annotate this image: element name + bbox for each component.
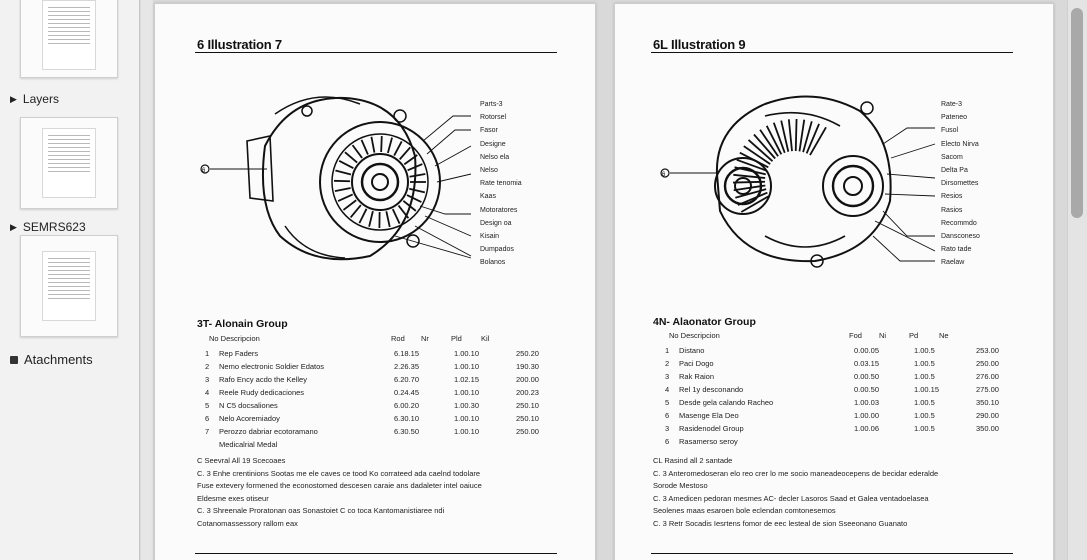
table-cell: Nelo Acoremiadoy: [219, 414, 280, 423]
note-line: C. 3 Retr Socadis Iesrtens fomor de eec lesteal de sion Sseeonano Guanato: [653, 518, 908, 528]
cooling-fin: [409, 189, 425, 193]
table-cell: 4: [205, 388, 210, 397]
note-line: Cotanomassessory rallom eax: [197, 518, 298, 528]
callout-label: Delta Pa: [941, 166, 968, 174]
callout-label: Rotorsel: [480, 114, 507, 122]
page-thumbnail-2[interactable]: [20, 117, 118, 209]
figure-title: 6 Illustration 7: [197, 37, 282, 52]
table-cell: 4: [665, 385, 670, 394]
table-cell: 3: [665, 424, 670, 433]
table-row: [665, 422, 1016, 435]
page-thumbnail-1[interactable]: [20, 0, 118, 78]
table-row: [665, 435, 1016, 448]
cooling-fin: [343, 200, 356, 210]
table-cell: 5: [205, 401, 210, 410]
table-title: 4N- Alaonator Group: [653, 316, 756, 328]
cooling-fin: [394, 141, 402, 155]
table-cell: 1: [665, 346, 670, 355]
table-cell: 1.00.5: [914, 411, 935, 420]
cooling-fin: [789, 119, 792, 151]
table-cell: 190.30: [516, 362, 539, 371]
callout-label: Raelaw: [941, 259, 965, 267]
cooling-fin: [353, 145, 363, 158]
table-cell: Rafo Ency acdo the Kelley: [219, 375, 307, 384]
table-cell: 1.00.10: [454, 349, 480, 358]
note-line: C. 3 Shreenale Proratonan oas Sonastoiet C co toca Kantomanistiaree ndi: [197, 506, 445, 516]
table-cell: 0.00.50: [854, 372, 880, 381]
cooling-fin: [351, 205, 361, 217]
callout-label: Dirsomettes: [941, 180, 979, 188]
thumbnail-preview: [42, 0, 96, 70]
expand-triangle-icon[interactable]: ▶: [10, 221, 17, 232]
table-cell: 1.00.00: [854, 411, 880, 420]
cooling-fin: [335, 171, 350, 175]
table-cell: 1.00.10: [454, 427, 480, 436]
notes-right: [653, 455, 938, 531]
table-cell: 3: [665, 372, 670, 381]
table-cell: Rak Raion: [679, 372, 715, 381]
cooling-fin: [338, 194, 353, 201]
callout-label: Bolanos: [480, 259, 506, 267]
header-description: No Descripcion: [209, 334, 260, 343]
callout-label: Designe: [480, 140, 506, 148]
table-header: [669, 331, 969, 340]
table-row: [205, 347, 556, 360]
table-cell: Desde gela calando Racheo: [679, 398, 774, 407]
table-cell: 1.00.30: [454, 401, 480, 410]
vertical-scrollbar[interactable]: [1067, 0, 1087, 560]
header-col-a: Fod: [849, 331, 862, 340]
table-cell: 200.00: [516, 375, 539, 384]
cooling-fin: [410, 174, 426, 177]
table-cell: 6.00.20: [394, 401, 420, 410]
cooling-fin: [381, 136, 382, 152]
header-col-c: Pld: [451, 334, 462, 343]
sidebar-section-layers[interactable]: [10, 92, 59, 106]
table-cell: 6.18.15: [394, 349, 420, 358]
footer-rule: [651, 553, 1013, 554]
sidebar-gutter: [141, 0, 153, 560]
title-rule: [651, 52, 1013, 53]
table-row: [205, 412, 556, 425]
table-cell: Rasamerso seroy: [679, 437, 738, 446]
callout-label: Kisain: [480, 232, 500, 240]
table-cell: Distano: [679, 346, 705, 355]
note-line: Eldesme exes otiseur: [197, 493, 269, 503]
callout-label: Motoratores: [480, 206, 518, 214]
sidebar-section-label: Atachments: [24, 352, 93, 367]
callout-bubble-number: 6: [202, 168, 206, 174]
cooling-fin: [393, 209, 400, 223]
table-cell: Rasidenodel Group: [679, 424, 744, 433]
page-thumbnail-3[interactable]: [20, 235, 118, 337]
table-cell: 200.23: [516, 388, 539, 397]
cooling-fin: [400, 147, 411, 159]
callout-label: Electo Nirva: [941, 140, 979, 148]
cooling-fin: [371, 137, 374, 153]
notes-left: [197, 455, 482, 531]
sidebar-section-attachments[interactable]: [10, 352, 93, 367]
expand-triangle-icon[interactable]: ▶: [10, 93, 17, 104]
sidebar: [0, 0, 140, 560]
thumbnail-preview: [42, 251, 96, 321]
table-row: [665, 357, 1016, 370]
table-cell: 250.10: [516, 401, 539, 410]
table-cell: 1.00.5: [914, 346, 935, 355]
note-line: C. 3 Anteromedoseran elo reo crer lo me socio maneadeocepens de becidar ederalde: [653, 468, 939, 478]
table-row: [205, 399, 556, 412]
cooling-fin: [386, 211, 389, 227]
table-cell: 250.20: [516, 349, 539, 358]
table-row: [205, 373, 556, 386]
table-cell: 7: [205, 427, 210, 436]
table-cell: 6: [205, 414, 210, 423]
callout-label: Fusol: [941, 127, 959, 135]
table-cell: 0.00.50: [854, 385, 880, 394]
callout-label: Nelso: [480, 166, 498, 174]
cooling-fin: [407, 195, 421, 202]
cooling-fin: [733, 182, 765, 183]
callout-label: Kaas: [480, 193, 496, 201]
table-cell: 6: [665, 411, 670, 420]
note-line: C. 3 Enhe crentinions Sootas me ele caves ce tood Ko corrateed ada caelnd todolare: [197, 468, 481, 478]
table-row: [205, 360, 556, 373]
table-title: 3T- Alonain Group: [197, 318, 288, 330]
callout-label: Fasor: [480, 127, 498, 135]
callout-label: Rate tenomia: [480, 180, 522, 188]
table-cell: 275.00: [976, 385, 999, 394]
table-cell: 250.10: [516, 414, 539, 423]
table-cell: Masenge Ela Deo: [679, 411, 739, 420]
callout-labels: [941, 98, 1011, 269]
table-cell: 3: [205, 375, 210, 384]
note-line: CL Rasind all 2 santade: [653, 456, 733, 465]
callout-label: Recommdo: [941, 219, 977, 227]
sidebar-section-label: SEMRS623: [22, 220, 86, 234]
table-cell: 290.00: [976, 411, 999, 420]
table-cell: 250.00: [976, 359, 999, 368]
table-row: [665, 409, 1016, 422]
cooling-fin: [796, 119, 797, 151]
table-cell: Medicalrial Medal: [219, 440, 278, 449]
note-line: Sorode Mestoso: [653, 481, 708, 491]
table-cell: 350.10: [976, 398, 999, 407]
table-cell: Reele Rudy dedicaciones: [219, 388, 305, 397]
table-cell: 1.00.10: [454, 414, 480, 423]
cooling-fin: [359, 209, 366, 223]
title-rule: [195, 52, 557, 53]
table-cell: 1.00.15: [914, 385, 940, 394]
parts-table-left: [205, 347, 556, 451]
sidebar-section-semrs[interactable]: [10, 220, 86, 234]
table-row: [665, 396, 1016, 409]
table-cell: 276.00: [976, 372, 999, 381]
table-cell: 6: [665, 437, 670, 446]
table-cell: Paci Dogo: [679, 359, 714, 368]
table-cell: 1.00.10: [454, 362, 480, 371]
footer-rule: [195, 553, 557, 554]
table-cell: 2: [205, 362, 210, 371]
alternator-drawing: [195, 86, 525, 271]
table-cell: 0.03.15: [854, 359, 880, 368]
header-col-b: Ni: [879, 331, 887, 340]
callout-bubble-number: 6: [662, 172, 666, 178]
callout-label: Rate-3: [941, 101, 963, 108]
table-cell: 1.02.15: [454, 375, 480, 384]
cooling-fin: [369, 211, 373, 227]
thumbnail-preview: [42, 128, 96, 198]
callout-label: Parts-3: [480, 101, 503, 108]
table-row: [205, 386, 556, 399]
table-row: [205, 438, 556, 451]
cooling-fin: [388, 138, 392, 153]
table-cell: 1.00.5: [914, 398, 935, 407]
attachment-icon: [10, 356, 18, 364]
table-cell: 1: [205, 349, 210, 358]
scrollbar-thumb[interactable]: [1071, 8, 1083, 218]
table-cell: 0.24.45: [394, 388, 420, 397]
callout-label: Sacom: [941, 153, 963, 161]
table-cell: 6.30.50: [394, 427, 420, 436]
table-cell: 2.26.35: [394, 362, 420, 371]
table-cell: 1.00.5: [914, 424, 935, 433]
table-cell: N C5 docsaliones: [219, 401, 278, 410]
table-cell: 253.00: [976, 346, 999, 355]
parts-table-right: [665, 344, 1016, 448]
sidebar-section-label: Layers: [22, 92, 59, 106]
document-page-right: [614, 3, 1054, 560]
table-cell: 1.00.06: [854, 424, 880, 433]
document-page-left: [154, 3, 596, 560]
table-row: [665, 344, 1016, 357]
table-cell: 250.00: [516, 427, 539, 436]
cooling-fin: [345, 152, 357, 162]
callout-label: Rato tade: [941, 246, 972, 254]
table-cell: 2: [665, 359, 670, 368]
callout-label: Rasios: [941, 206, 963, 214]
header-col-d: Kil: [481, 334, 490, 343]
table-cell: Nemo electronic Soldier Edatos: [219, 362, 325, 371]
table-cell: Rel 1y desconando: [679, 385, 744, 394]
header-col-b: Nr: [421, 334, 429, 343]
table-cell: 5: [665, 398, 670, 407]
cooling-fin: [803, 121, 812, 152]
callout-label: Dansconeso: [941, 232, 980, 240]
table-row: [665, 383, 1016, 396]
table-cell: 0.00.05: [854, 346, 880, 355]
callout-label: Pateneo: [941, 114, 968, 122]
alternator-drawing: [655, 86, 985, 276]
table-cell: Rep Faders: [219, 349, 259, 358]
table-row: [665, 370, 1016, 383]
note-line: C Seevral All 19 Scecoaes: [197, 456, 286, 465]
table-row: [205, 425, 556, 438]
table-cell: 1.00.5: [914, 359, 935, 368]
table-cell: 1.00.10: [454, 388, 480, 397]
cooling-fin: [362, 140, 368, 155]
note-line: C. 3 Amedicen pedoran mesmes AC- decler Lasoros Saad et Galea ventadoelasea: [653, 493, 929, 503]
cooling-fin: [733, 175, 765, 178]
callout-labels: [480, 98, 550, 269]
header-col-d: Ne: [939, 331, 949, 340]
figure-title: 6L Illustration 9: [653, 37, 746, 52]
table-header: [209, 334, 511, 343]
table-cell: Perozzo dabriar ecotoramano: [219, 427, 318, 436]
cooling-fin: [339, 161, 353, 168]
table-cell: 350.00: [976, 424, 999, 433]
cooling-fin: [335, 188, 351, 191]
callout-label: Resios: [941, 193, 963, 201]
table-cell: 1.00.03: [854, 398, 880, 407]
table-cell: 6.30.10: [394, 414, 420, 423]
note-line: Fuse extevery formened the econostomed descesen caraie ans dadaleter intel oaiuce: [197, 481, 482, 491]
table-cell: 1.00.5: [914, 372, 935, 381]
header-col-a: Rod: [391, 334, 405, 343]
header-description: No Descripcion: [669, 331, 720, 340]
callout-label: Design oa: [480, 219, 512, 227]
table-cell: 6.20.70: [394, 375, 420, 384]
header-col-c: Pd: [909, 331, 919, 340]
cooling-fin: [799, 120, 804, 152]
callout-label: Nelso ela: [480, 153, 510, 161]
note-line: Seolenes maas esaroen bole eclendan comtonesemos: [653, 506, 836, 516]
callout-label: Dumpados: [480, 246, 514, 254]
